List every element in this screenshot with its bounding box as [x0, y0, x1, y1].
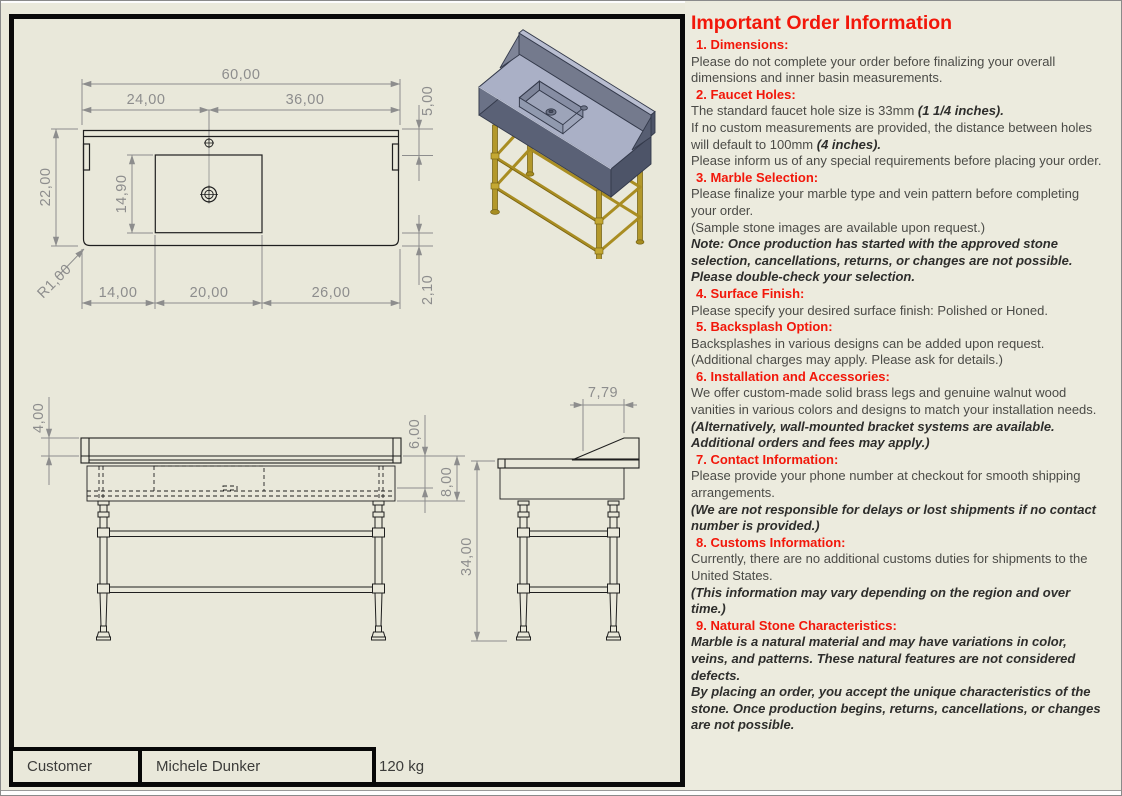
dim-corner-radius: R1,00: [34, 261, 75, 302]
front-left-leg: [493, 125, 498, 211]
front-view-geometry: [81, 438, 401, 640]
dim-overall-width: 60,00: [221, 67, 261, 83]
dim-backsplash-height: 4,00: [31, 402, 47, 433]
top-view-dimension-lines: [51, 79, 433, 309]
weight-value: 120 kg: [379, 758, 425, 775]
dim-backsplash-depth: 7,79: [587, 385, 619, 401]
front-slab: [81, 438, 401, 463]
front-right-leg-elevation: [372, 501, 386, 640]
section-heading: 4. Surface Finish:: [696, 285, 805, 301]
section-heading: 6. Installation and Accessories:: [696, 368, 890, 384]
section-paragraph: Currently, there are no additional customs duties for shipments to the United States.: [691, 551, 1088, 583]
section-paragraph: By placing an order, you accept the unique characteristics of the stone. Once production begins, returns, cancellations, or changes are not possible.: [691, 684, 1101, 733]
front-and-side-views: [29, 373, 674, 673]
top-view-drawing: [29, 53, 459, 323]
right-bracket-tab: [393, 144, 399, 170]
dim-back-ledge: 5,00: [420, 85, 436, 116]
section-paragraph: (Alternatively, wall-mounted bracket systems are available. Additional orders and fees may apply.): [691, 418, 1055, 451]
order-info-title: Important Order Information: [691, 12, 953, 34]
dim-faucet-to-right: 36,00: [285, 92, 325, 108]
order-info-sections: [691, 37, 1113, 734]
customer-label-cell: [9, 747, 142, 786]
dim-overall-height: 34,00: [459, 537, 475, 576]
section-paragraph: If no custom measurements are provided, the distance between holes will default to 100mm (4 inches).: [691, 119, 1093, 152]
section-paragraph: Please inform us of any special requirements before placing your order.: [691, 153, 1102, 169]
faucet-hole-3d: [581, 106, 588, 110]
isometric-3d-view: [451, 29, 691, 259]
front-hidden-lines: [87, 466, 395, 501]
customer-name-cell: [138, 747, 376, 786]
top-view-geometry: [84, 131, 399, 246]
section-paragraph: (Additional charges may apply. Please ask for details.): [691, 352, 1003, 368]
side-backsplash: [572, 438, 639, 460]
dim-left-to-basin: 14,00: [98, 285, 138, 301]
section-heading: 3. Marble Selection:: [696, 169, 819, 185]
section-paragraph: Please finalize your marble type and vein pattern before completing your order.: [691, 186, 1080, 218]
side-view-geometry: [498, 438, 639, 640]
side-back-leg-elevation: [607, 501, 621, 640]
dim-deck-thickness: 6,00: [407, 418, 423, 449]
section-paragraph: (This information may vary depending on the region and over time.): [691, 584, 1071, 617]
left-bracket-tab: [84, 144, 90, 170]
section-paragraph: Note: Once production has started with the approved stone selection, cancellations, returns, or changes are not possible. Please double-check your selection.: [691, 236, 1073, 285]
front-stretchers: [110, 531, 372, 593]
customer-label: Customer: [27, 758, 93, 775]
side-stretchers: [530, 531, 607, 593]
section-heading: 8. Customs Information:: [696, 534, 846, 550]
side-apron: [500, 468, 624, 499]
section-paragraph: (Sample stone images are available upon request.): [691, 219, 986, 235]
dim-basin-depth: 14,90: [114, 174, 130, 214]
customer-name: Michele Dunker: [156, 758, 261, 775]
section-paragraph: Please specify your desired surface finish: Polished or Honed.: [691, 302, 1048, 318]
section-heading: 9. Natural Stone Characteristics:: [696, 617, 897, 633]
section-heading: 7. Contact Information:: [696, 451, 839, 467]
elevation-dimension-labels: [31, 385, 618, 576]
elevation-dimension-lines: [41, 397, 637, 641]
section-heading: 2. Faucet Holes:: [696, 86, 796, 102]
section-paragraph: (We are not responsible for delays or lost shipments if no contact number is provided.): [691, 501, 1096, 534]
top-view-dimension-labels: [35, 67, 436, 305]
title-block: [9, 747, 376, 786]
dim-basin-width: 20,00: [189, 285, 229, 301]
order-info-panel: [685, 1, 1122, 796]
section-heading: 5. Backsplash Option:: [696, 319, 833, 335]
section-paragraph: Please do not complete your order before finalizing your overall dimensions and inner basin measurements.: [691, 53, 1056, 86]
dim-overall-depth: 22,00: [38, 167, 54, 207]
section-paragraph: Backsplashes in various designs can be added upon request.: [691, 335, 1045, 351]
leg-foot: [491, 210, 500, 215]
dim-basin-to-front: 2,10: [420, 274, 436, 305]
page-edge-bottom: [1, 790, 1121, 795]
section-paragraph: The standard faucet hole size is 33mm (1 1/4 inches).: [691, 103, 1004, 119]
dim-basin-to-right: 26,00: [311, 285, 351, 301]
section-paragraph: Marble is a natural material and may have variations in color, veins, and patterns. These natural features are not considered defects.: [691, 634, 1076, 683]
dim-left-to-faucet: 24,00: [126, 92, 166, 108]
backsplash-right-cap: [651, 112, 655, 136]
side-front-leg-elevation: [517, 501, 531, 640]
section-heading: 1. Dimensions:: [696, 37, 789, 52]
section-paragraph: We offer custom-made solid brass legs and genuine walnut wood vanities in various colors and designs to match your installation needs.: [691, 385, 1097, 418]
section-paragraph: Please provide your phone number at checkout for smooth shipping arrangements.: [691, 468, 1081, 501]
countertop-outline: [84, 131, 399, 246]
front-left-leg-elevation: [97, 501, 111, 640]
dim-apron-height: 8,00: [439, 466, 455, 497]
